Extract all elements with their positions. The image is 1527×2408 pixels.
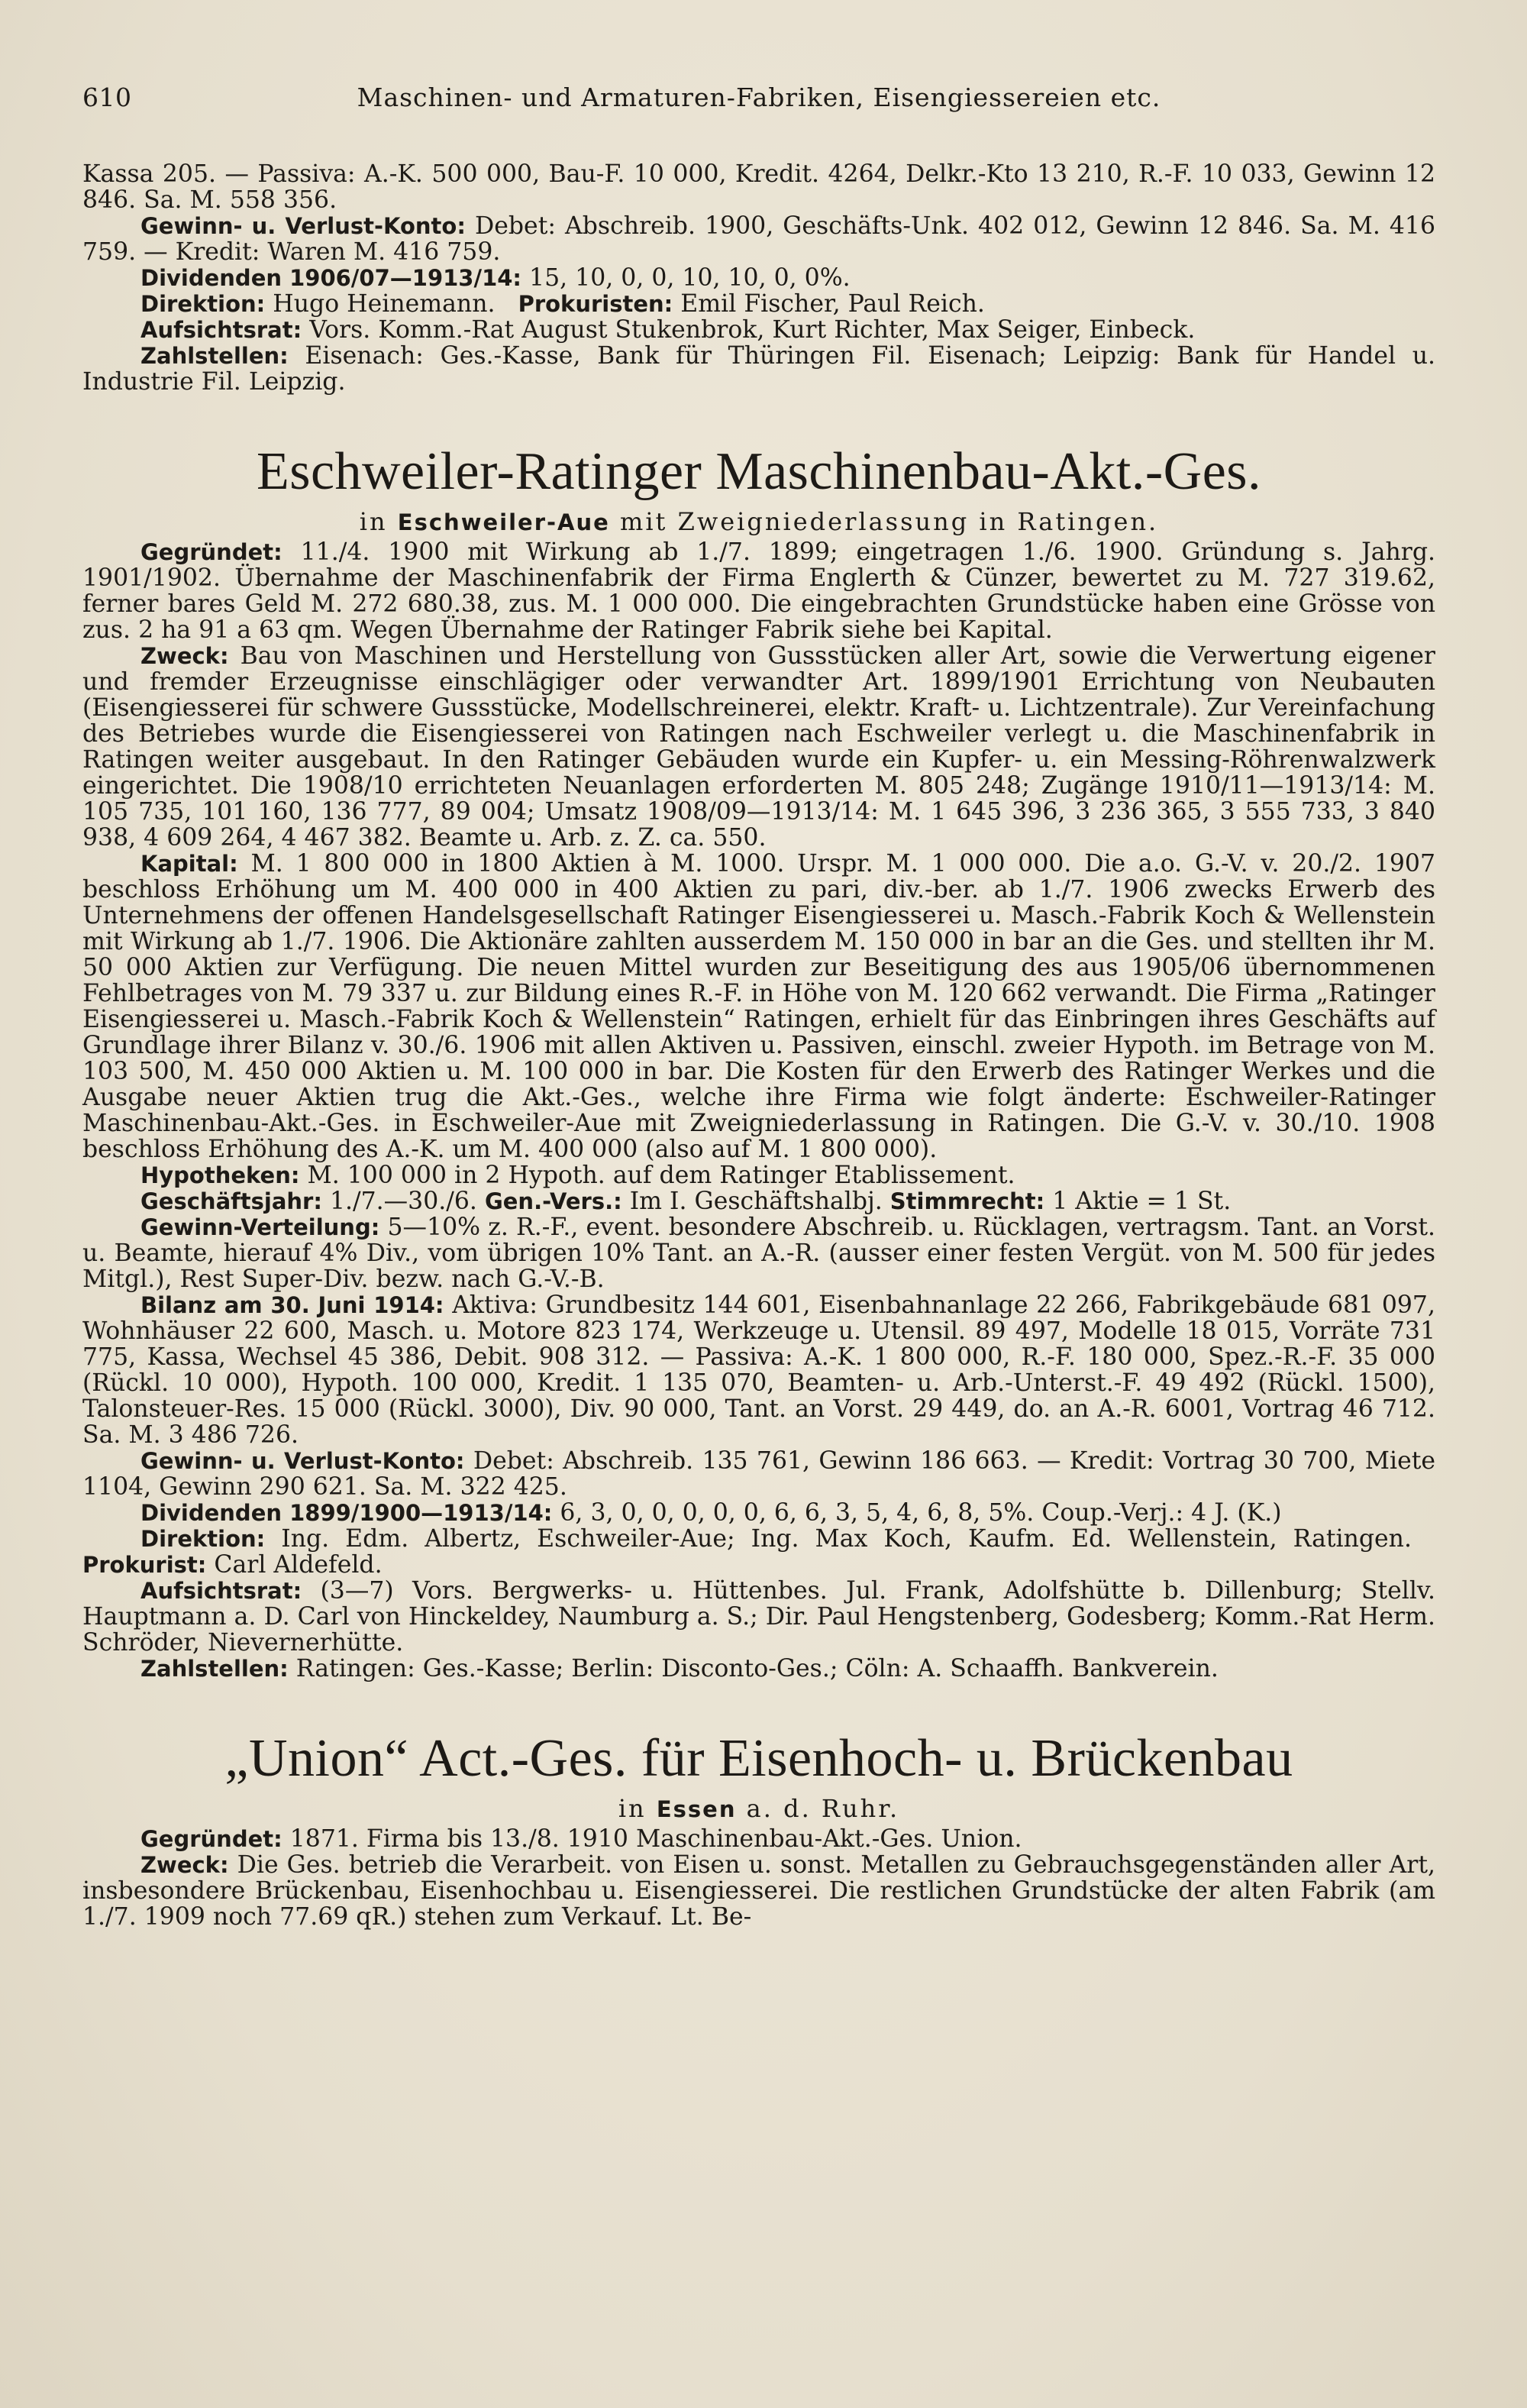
founded-text: 11./4. 1900 mit Wirkung ab 1./7. 1899; eingetragen 1./6. 1900. Gründung s. Jahrg. 1901/1902. Übernahme der Maschinenfabrik der Firma Englerth & Cünzer, bewertet zu M. 727 319.62, ferner bares Geld M. 272 680.38, zus. M. 1 000 000. Die eingebrachten Grundstücke haben eine Grösse von zus. 2 ha 91 a 63 qm. Wegen Übernahme der Ratinger Fabrik siehe bei Kapital. (82, 538, 1435, 644)
purpose-text: Bau von Maschinen und Herstellung von Gussstücken aller Art, sowie die Verwertung eigener und fremder Erzeugnisse einschlägiger oder verwandter Art. 1899/1901 Errichtung von Neubauten (Eisengiesserei für schwere Gussstücke, Modellschreinerei, elektr. Kraft- u. Lichtzentrale). Zur Vereinfachung des Betriebes wurde die Eisengiesserei von Ratingen nach Eschweiler verlegt u. die Maschinenfabrik in Ratingen weiter ausgebaut. In den Ratinger Gebäuden wurde ein Kupfer- u. ein Messing-Röhrenwalzwerk eingerichtet. Die 1908/10 errichteten Neuanlagen erforderten M. 805 248; Zugänge 1910/11—1913/14: M. 105 735, 101 160, 136 777, 89 004; Umsatz 1908/09—1913/14: M. 1 645 396, 3 236 365, 3 555 733, 3 840 938, 4 609 264, 4 467 382. Beamte u. Arb. z. Z. ca. 550. (82, 642, 1435, 852)
prev-direktion-label: Direktion: (140, 291, 266, 317)
aufsichtsrat-label: Aufsichtsrat: (140, 1578, 302, 1604)
company-entry-eschweiler-ratinger (82, 441, 1435, 1682)
direktion-text: Ing. Edm. Albertz, Eschweiler-Aue; Ing. Max Koch, Kaufm. Ed. Wellenstein, Ratingen. (281, 1525, 1412, 1553)
dividends-label: Dividenden 1899/1900—1913/14: (140, 1500, 553, 1526)
prev-zahlstellen-label: Zahlstellen: (140, 343, 289, 369)
prev-zahlstellen-text: Eisenach: Ges.-Kasse, Bank für Thüringen Fil. Eisenach; Leipzig: Bank für Handel u. Industrie Fil. Leipzig. (82, 342, 1435, 396)
profit-loss-label: Gewinn- u. Verlust-Konto: (140, 1448, 465, 1474)
founded-paragraph (82, 539, 1435, 643)
profit-distribution-text: 5—10% z. R.-F., event. besondere Abschreib. u. Rücklagen, vertragsm. Tant. an Vorst. u. Beamte, hierauf 4% Div., vom übrigen 10% Tant. an A.-R. (ausser einer festen Vergüt. von M. 500 für jedes Mitgl.), Rest Super-Div. bezw. nach G.-V.-B. (82, 1214, 1435, 1293)
mortgages-label: Hypotheken: (140, 1162, 300, 1188)
general-meeting-label: Gen.-Vers.: (484, 1188, 622, 1214)
purpose-text: Die Ges. betrieb die Verarbeit. von Eisen u. sonst. Metallen zu Gebrauchsgegenständen aller Art, insbesondere Brückenbau, Eisenhochbau u. Eisengiesserei. Die restlichen Grundstücke der alten Fabrik (am 1./7. 1909 noch 77.69 qR.) stehen zum Verkauf. Lt. Be- (82, 1851, 1435, 1931)
company-entry-union (82, 1728, 1435, 1930)
prev-prokuristen-text: Emil Fischer, Paul Reich. (680, 290, 985, 318)
subtitle-place: Eschweiler-Aue (397, 509, 610, 535)
subtitle-post: mit Zweigniederlassung in Ratingen. (619, 507, 1159, 536)
capital-paragraph (82, 851, 1435, 1162)
company-subtitle (82, 508, 1435, 536)
founded-text: 1871. Firma bis 13./8. 1910 Maschinenbau-Akt.-Ges. Union. (289, 1825, 1022, 1853)
subtitle-pre: in (359, 507, 388, 536)
paying-agents-paragraph (82, 1656, 1435, 1682)
prev-profit-loss-text: Debet: Abschreib. 1900, Geschäfts-Unk. 402 012, Gewinn 12 846. Sa. M. 416 759. — Kredit: Waren M. 416 759. (82, 212, 1436, 266)
capital-text: M. 1 800 000 in 1800 Aktien à M. 1000. Urspr. M. 1 000 000. Die a.o. G.-V. v. 20./2. 1907 beschloss Erhöhung um M. 400 000 in 400 Aktien zu pari, div.-ber. ab 1./7. 1906 zwecks Erwerb des Unternehmens der offenen Handelsgesellschaft Ratinger Eisengiesserei u. Masch.-Fabrik Koch & Wellenstein mit Wirkung ab 1./7. 1906. Die Aktionäre zahlten ausserdem M. 150 000 in bar an die Ges. und stellten ihr M. 50 000 Aktien zur Verfügung. Die neuen Mittel wurden zur Beseitigung des aus 1905/06 übernommenen Fehlbetrages von M. 79 337 u. zur Bildung eines R.-F. in Höhe von M. 120 662 verwandt. Die Firma „Ratinger Eisengiesserei u. Masch.-Fabrik Koch & Wellenstein“ Ratingen, erhielt für das Einbringen ihres Geschäfts auf Grundlage ihrer Bilanz v. 30./6. 1906 mit allen Aktiven u. Passiven, einschl. zweier Hypoth. im Betrage von M. 103 500, M. 450 000 Aktien u. M. 100 000 in bar. Die Kosten für den Erwerb des Ratinger Werkes und die Ausgabe neuer Aktien trug die Akt.-Ges., welche ihre Firma wie folgt änderte: Eschweiler-Ratinger Maschinenbau-Akt.-Ges. in Eschweiler-Aue mit Zweigniederlassung in Ratingen. Die G.-V. v. 30./10. 1908 beschloss Erhöhung des A.-K. um M. 400 000 (also auf M. 1 800 000). (82, 850, 1436, 1163)
prokurist-text: Carl Aldefeld. (214, 1551, 383, 1579)
prev-dividends-label: Dividenden 1906/07—1913/14: (140, 265, 522, 291)
balance-paragraph (82, 1292, 1435, 1448)
prev-profit-loss-label: Gewinn- u. Verlust-Konto: (140, 213, 466, 239)
prev-dividends-text: 15, 10, 0, 0, 10, 10, 0, 0%. (529, 264, 851, 292)
voting-right-label: Stimmrecht: (889, 1188, 1045, 1214)
purpose-paragraph (82, 643, 1435, 851)
mortgages-paragraph (82, 1162, 1435, 1188)
prev-dividends (82, 265, 1435, 291)
previous-entry (82, 161, 1435, 395)
balance-text: Aktiva: Grundbesitz 144 601, Eisenbahnanlage 22 266, Fabrikgebäude 681 097, Wohnhäuser 22 600, Masch. u. Motore 823 174, Werkzeuge u. Utensil. 89 497, Modelle 18 015, Vorräte 731 775, Kassa, Wechsel 45 386, Debit. 908 312. — Passiva: A.-K. 1 800 000, R.-F. 180 000, Spez.-R.-F. 35 000 (Rückl. 10 000), Hypoth. 100 000, Kredit. 1 135 070, Beamten- u. Arb.-Unterst.-F. 49 492 (Rückl. 1500), Talonsteuer-Res. 15 000 (Rückl. 3000), Div. 90 000, Tant. an Vorst. 29 449, do. an A.-R. 6001, Vortrag 46 712. Sa. M. 3 486 726. (82, 1291, 1435, 1449)
direktion-label: Direktion: (140, 1526, 266, 1552)
fiscal-year-paragraph (82, 1188, 1435, 1214)
prev-aufsichtsrat-label: Aufsichtsrat: (140, 317, 302, 343)
purpose-label: Zweck: (140, 1852, 229, 1878)
founded-label: Gegründet: (140, 539, 282, 565)
prev-direktion-text: Hugo Heinemann. (273, 290, 496, 318)
profit-distribution-paragraph (82, 1214, 1435, 1292)
mortgages-text: M. 100 000 in 2 Hypoth. auf dem Ratinger Etablissement. (307, 1162, 1015, 1189)
page-header (82, 82, 1435, 112)
subtitle-post: a. d. Ruhr. (746, 1794, 900, 1823)
prev-supervisory-board (82, 317, 1435, 343)
prev-management (82, 291, 1435, 317)
supervisory-board-paragraph (82, 1578, 1435, 1656)
running-title: Maschinen- und Armaturen-Fabriken, Eisengiessereien etc. (357, 82, 1161, 112)
fiscal-year-text: 1./7.—30./6. (329, 1188, 477, 1215)
page-number: 610 (82, 82, 132, 112)
general-meeting-text: Im I. Geschäftshalbj. (629, 1188, 883, 1215)
prev-paying-agents (82, 343, 1435, 395)
prokurist-label: Prokurist: (82, 1552, 207, 1578)
company-subtitle (82, 1795, 1435, 1823)
company-title: „Union“ Act.-Ges. für Eisenhoch- u. Brückenbau (224, 1729, 1293, 1788)
prev-balance-tail: Kassa 205. — Passiva: A.-K. 500 000, Bau-F. 10 000, Kredit. 4264, Delkr.-Kto 13 210, R.-F. 10 033, Gewinn 12 846. Sa. M. 558 356. (82, 160, 1435, 214)
profit-loss-paragraph (82, 1448, 1435, 1500)
fiscal-year-label: Geschäftsjahr: (140, 1188, 322, 1214)
subtitle-pre: in (618, 1794, 647, 1823)
capital-label: Kapital: (140, 851, 238, 877)
zahlstellen-label: Zahlstellen: (140, 1656, 289, 1682)
aufsichtsrat-text: (3—7) Vors. Bergwerks- u. Hüttenbes. Jul. Frank, Adolfshütte b. Dillenburg; Stellv. Hauptmann a. D. Carl von Hinckeldey, Naumburg a. S.; Dir. Paul Hengstenberg, Godesberg; Komm.-Rat Herm. Schröder, Nievernerhütte. (82, 1577, 1435, 1657)
purpose-label: Zweck: (140, 643, 229, 669)
management-paragraph (82, 1526, 1435, 1578)
dividends-paragraph (82, 1500, 1435, 1526)
balance-label: Bilanz am 30. Juni 1914: (140, 1292, 444, 1318)
company-title: Eschweiler-Ratinger Maschinenbau-Akt.-Ges. (256, 442, 1262, 501)
voting-right-text: 1 Aktie = 1 St. (1052, 1188, 1232, 1215)
founded-label: Gegründet: (140, 1826, 282, 1852)
profit-loss-text: Debet: Abschreib. 135 761, Gewinn 186 663. — Kredit: Vortrag 30 700, Miete 1104, Gewinn 290 621. Sa. M. 322 425. (82, 1447, 1436, 1501)
subtitle-place: Essen (656, 1796, 737, 1822)
founded-paragraph (82, 1826, 1435, 1852)
prev-profit-loss (82, 213, 1435, 265)
purpose-paragraph (82, 1852, 1435, 1930)
zahlstellen-text: Ratingen: Ges.-Kasse; Berlin: Disconto-Ges.; Cöln: A. Schaaffh. Bankverein. (295, 1655, 1219, 1682)
dividends-text: 6, 3, 0, 0, 0, 0, 0, 6, 6, 3, 5, 4, 6, 8, 5%. Coup.-Verj.: 4 J. (K.) (560, 1499, 1282, 1527)
prev-aufsichtsrat-text: Vors. Komm.-Rat August Stukenbrok, Kurt Richter, Max Seiger, Einbeck. (309, 316, 1196, 344)
prev-prokuristen-label: Prokuristen: (518, 291, 673, 317)
profit-distribution-label: Gewinn-Verteilung: (140, 1214, 380, 1240)
